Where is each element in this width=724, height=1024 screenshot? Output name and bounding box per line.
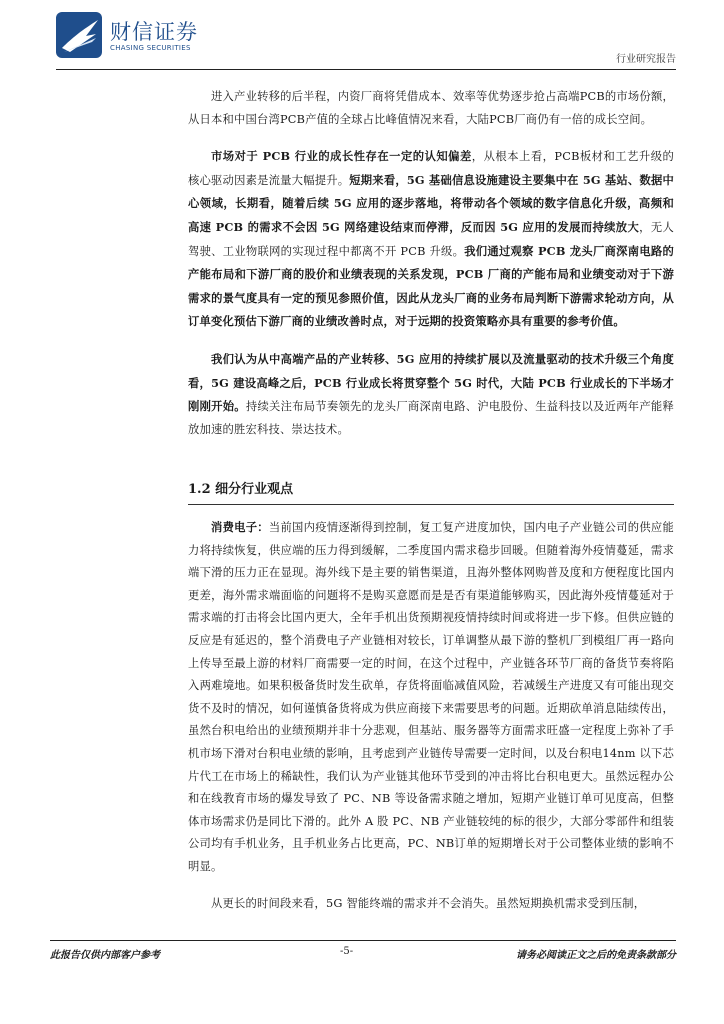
- paragraph-2: [188, 145, 674, 334]
- paragraph-1-text: 进入产业转移的后半程，内资厂商将凭借成本、效率等优势逐步抢占高端PCB的市场份额，从日本和中国台湾PCB产值的全球占比峰值情况来看，大陆PCB厂商仍有一倍的成长空间。: [188, 90, 674, 126]
- paragraph-2-bold-2: 短期来看，5G 基础信息设施建设主要集中在 5G 基站、数据中心领域，长期看，随着后续 5G 应用的逐步落地，将带动各个领域的数字信息化升级，高频和高速 PCB 的需求不会因 5G 网络建设结束而停滞，反而因 5G 应用的发展而持续放大: [188, 172, 674, 234]
- header-divider: [56, 69, 676, 70]
- section-content: [188, 516, 674, 929]
- report-type: 行业研究报告: [616, 54, 676, 65]
- footer-divider: [50, 940, 676, 941]
- chasing-securities-logo-icon: [56, 12, 106, 60]
- main-content: [188, 86, 674, 455]
- paragraph-2-text-2: ，无人驾驶、工业物联网的实现过程中都离不开 PCB 升级。: [188, 220, 674, 258]
- paragraph-2-text-1: ，从根本上看，PCB板材和工艺升级的核心驱动因素是流量大幅提升。: [188, 150, 675, 187]
- paragraph-4-lead: 消费电子：: [211, 520, 269, 534]
- paragraph-2-bold-1: 市场对于 PCB 行业的成长性存在一定的认知偏差: [211, 149, 472, 164]
- paragraph-5-text: 从更长的时间段来看，5G 智能终端的需求并不会消失。虽然短期换机需求受到压制，: [211, 896, 646, 910]
- paragraph-3: [188, 348, 674, 441]
- company-logo: [56, 12, 206, 60]
- page-header: [56, 12, 676, 70]
- paragraph-4: [188, 516, 674, 879]
- paragraph-3-bold-1: 我们认为从中高端产品的产业转移、5G 应用的持续扩展以及流量驱动的技术升级三个角度看，5G 建设高峰之后，PCB 行业成长将贯穿整个 5G 时代，大陆 PCB 行业成长的下半场才刚刚开始。: [188, 351, 674, 414]
- page-number: -5-: [340, 946, 354, 957]
- brand-name-en: CHASING SECURITIES: [110, 44, 191, 52]
- footer-disclaimer-right: 请务必阅读正文之后的免责条款部分: [516, 950, 676, 961]
- paragraph-3-text-1: 持续关注布局节奏领先的龙头厂商深南电路、沪电股份、生益科技以及近两年产能释放加速的胜宏科技、崇达技术。: [188, 400, 674, 436]
- paragraph-5: [188, 893, 674, 916]
- footer-disclaimer-left: 此报告仅供内部客户参考: [50, 950, 160, 961]
- paragraph-1: [188, 86, 674, 131]
- section-divider: [188, 504, 674, 505]
- section-title: 1.2 细分行业观点: [188, 482, 294, 497]
- paragraph-4-text: 当前国内疫情逐渐得到控制，复工复产进度加快，国内电子产业链公司的供应能力将持续恢复，供应端的压力得到缓解，二季度国内需求稳步回暖。但随着海外疫情蔓延，需求端下滑的压力正在显现。海外线下是主要的销售渠道，且海外整体网购普及度和方便程度比国内更差，海外需求端面临的问题将不是购买意愿而是是否有渠道能够购买，因此海外疫情蔓延对于需求端的打击将会比国内更大，全年手机出货预期视疫情持续时间或将进一步下修。但供应链的反应是有延迟的，整个消费电子产业链相对较长，订单调整从最下游的整机厂到模组厂再一路向上传导至最上游的材料厂商需要一定的时间，在这个过程中，产业链各环节厂商的备货节奏将陷入两难境地。如果积极备货时发生砍单，存货将面临减值风险，若减缓生产进度又有可能出现交货不及时的情况，如何谨慎备货将成为供应商接下来需要思考的问题。近期砍单消息陆续传出，虽然台积电给出的业绩预期并非十分悲观，但基站、服务器等方面需求旺盛一定程度上弥补了手机市场下滑对台积电业绩的影响，且考虑到产业链传导需要一定时间，以及台积电14nm 以下芯片代工在市场上的稀缺性，我们认为产业链其他环节受到的冲击将比台积电更大。虽然远程办公和在线教育市场的爆发导致了 PC、NB 等设备需求随之增加，短期产业链订单可见度高，但整体市场需求仍是同比下滑的。此外 A 股 PC、NB 产业链较纯的标的很少，大部分零部件和组装公司均有手机业务，且手机业务占比更高，PC、NB订单的短期增长对于公司整体业绩的影响不明显。: [188, 521, 674, 873]
- brand-name-cn: 财信证券: [110, 20, 198, 44]
- paragraph-2-bold-3: 我们通过观察 PCB 龙头厂商深南电路的产能布局和下游厂商的股价和业绩表现的关系发现，PCB 厂商的产能布局和业绩变动对于下游需求的景气度具有一定的预见参照价值，因此从龙头厂商的业务布局判断下游需求轮动方向，从订单变化预估下游厂商的业绩改善时点，对于远期的投资策略亦具有重要的参考价值。: [188, 243, 674, 329]
